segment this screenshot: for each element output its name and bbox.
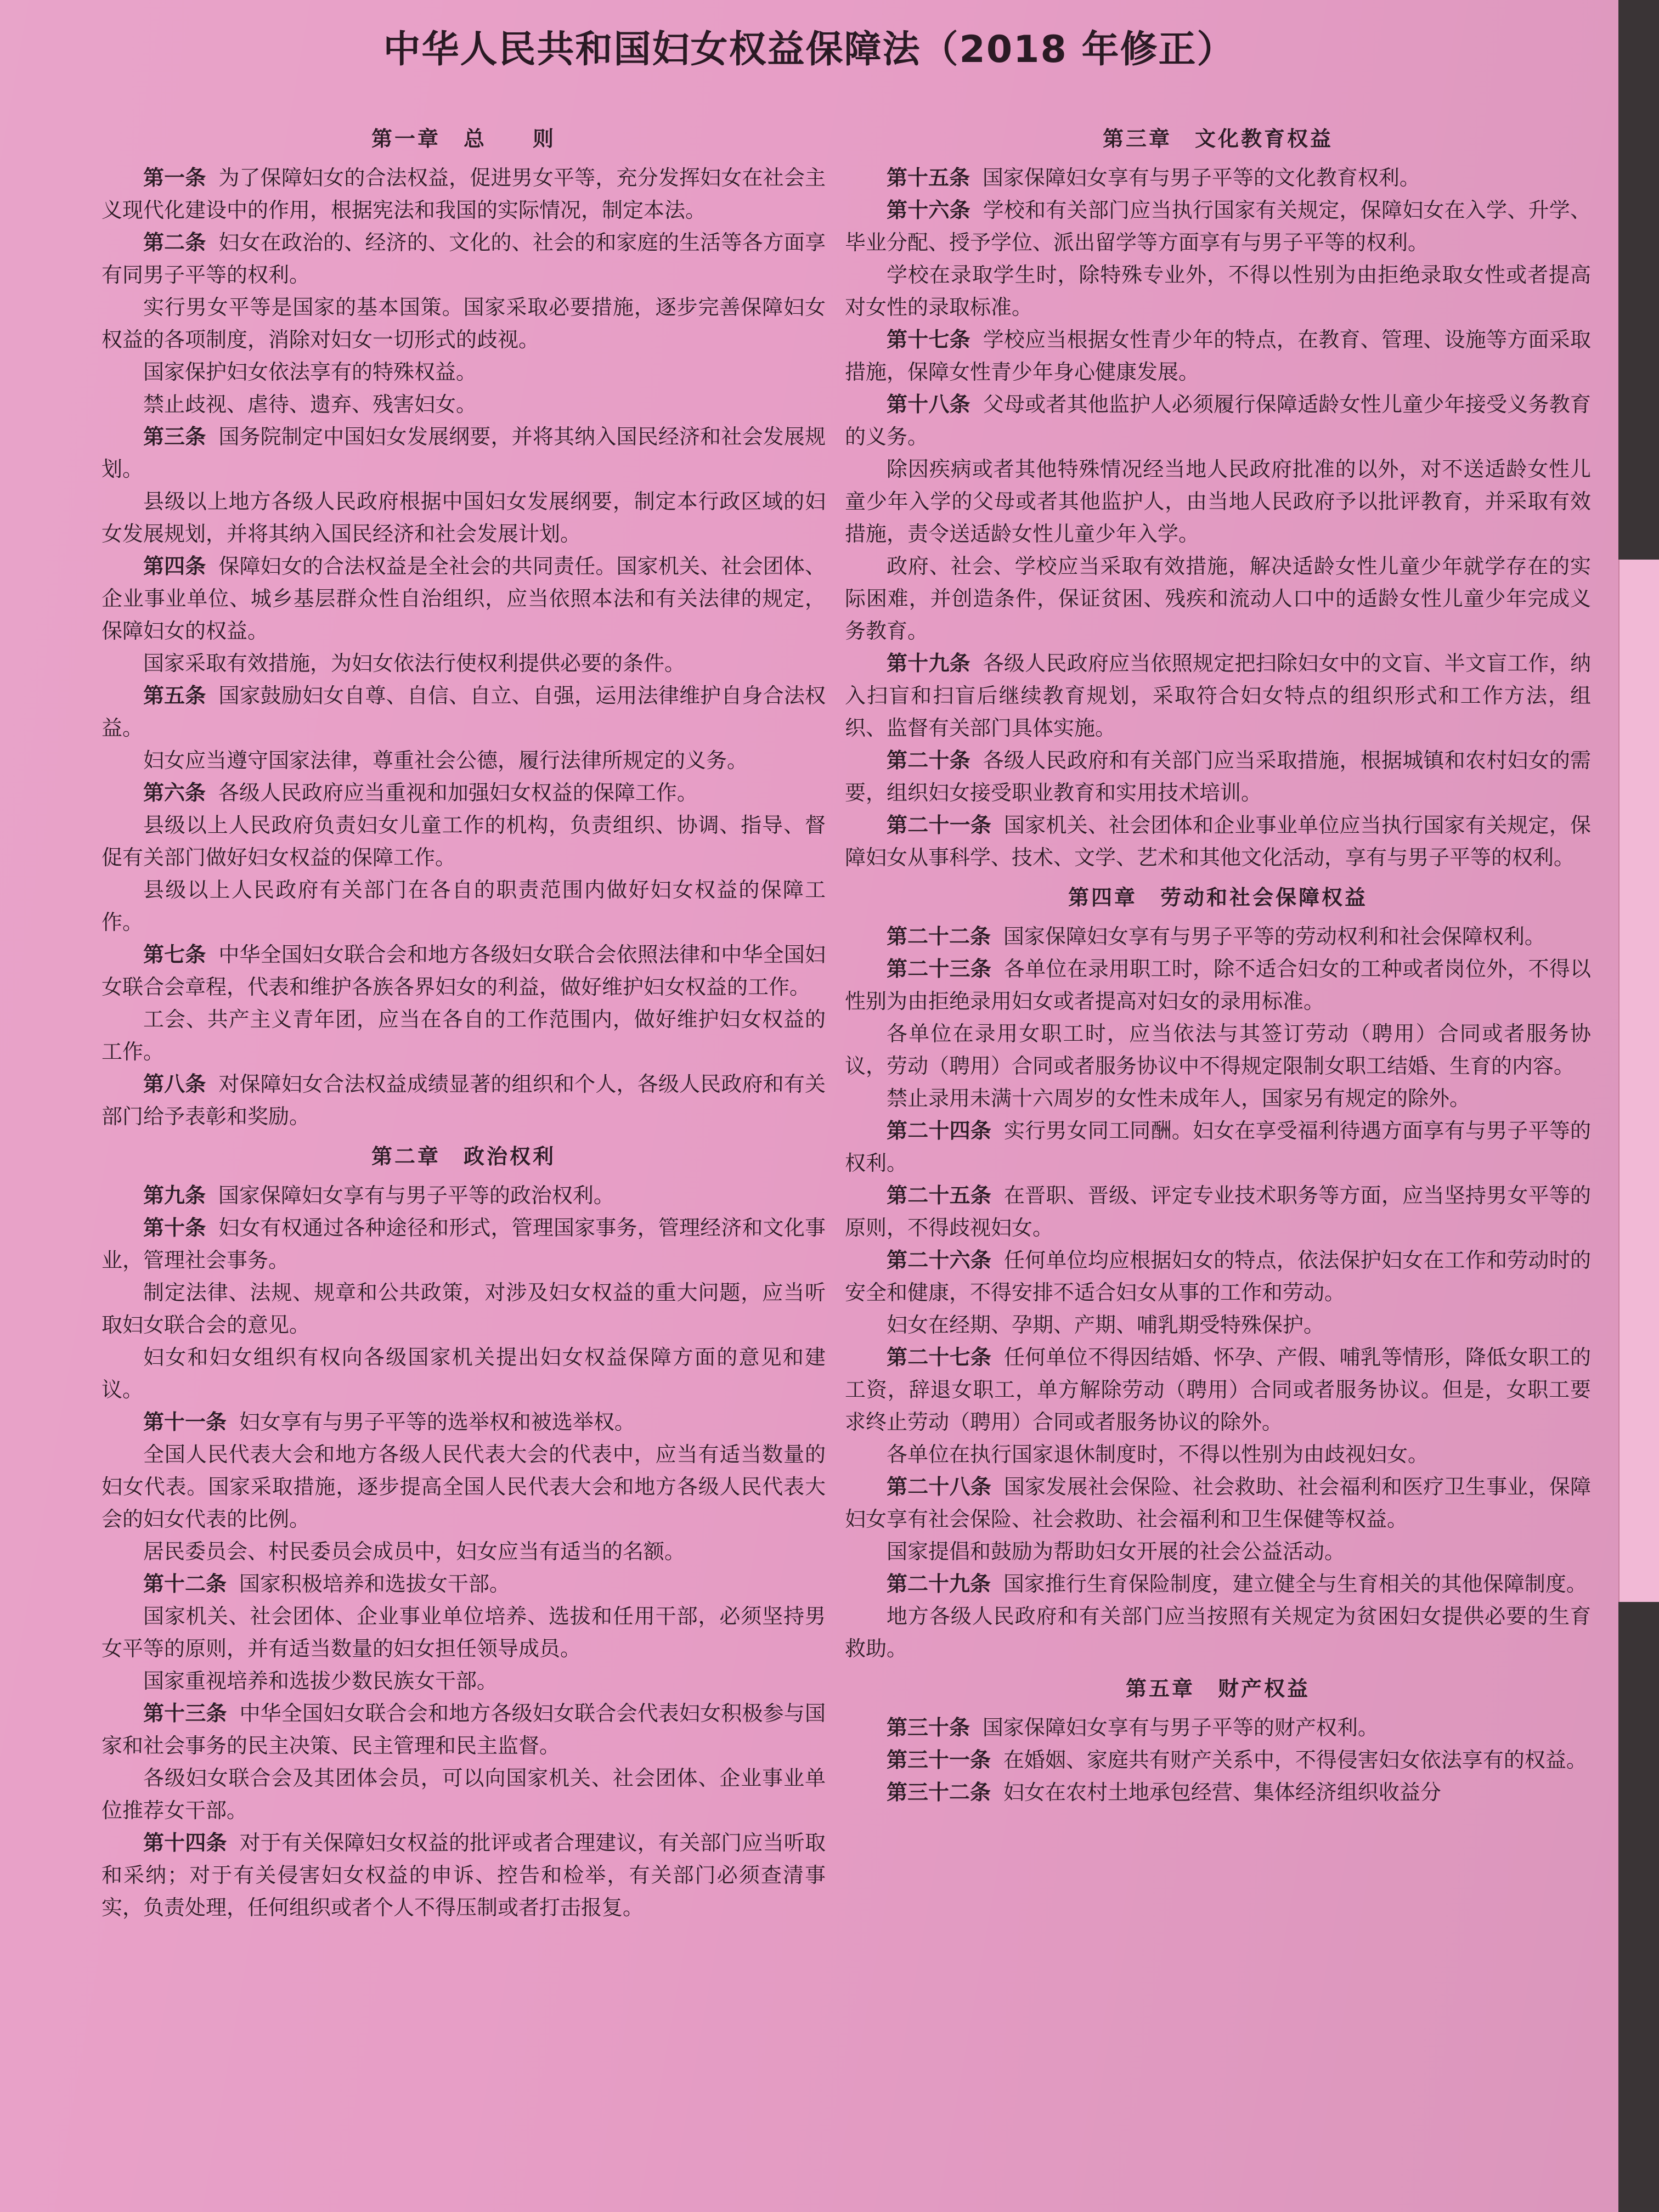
article-number: 第二十二条 [887, 924, 991, 949]
article-text: 国家采取有效措施，为妇女依法行使权利提供必要的条件。 [143, 651, 686, 675]
paragraph [845, 1438, 1591, 1471]
article-paragraph [845, 1341, 1591, 1438]
paragraph [845, 1018, 1591, 1082]
article-paragraph [845, 1712, 1591, 1744]
article-text: 父母或者其他监护人必须履行保障适龄女性儿童少年接受义务教育的义务。 [845, 392, 1591, 449]
article-text: 任何单位不得因结婚、怀孕、产假、哺乳等情形，降低女职工的工资，辞退女职工，单方解除劳动（聘用）合同或者服务协议。但是，女职工要求终止劳动（聘用）合同或者服务协议的除外。 [845, 1345, 1591, 1434]
article-text: 除因疾病或者其他特殊情况经当地人民政府批准的以外，对不送适龄女性儿童少年入学的父母或者其他监护人，由当地人民政府予以批评教育，并采取有效措施，责令送适龄女性儿童少年入学。 [845, 457, 1591, 546]
article-paragraph [845, 921, 1591, 953]
article-text: 国家保障妇女享有与男子平等的政治权利。 [218, 1183, 614, 1207]
article-text: 各级妇女联合会及其团体会员，可以向国家机关、社会团体、企业事业单位推荐女干部。 [101, 1766, 826, 1822]
article-text: 学校应当根据女性青少年的特点，在教育、管理、设施等方面采取措施，保障女性青少年身心健康发展。 [845, 328, 1591, 384]
article-text: 对保障妇女合法权益成绩显著的组织和个人，各级人民政府和有关部门给予表彰和奖励。 [101, 1072, 826, 1128]
article-text: 国家推行生育保险制度，建立健全与生育相关的其他保障制度。 [1003, 1572, 1587, 1596]
article-text: 各级人民政府和有关部门应当采取措施，根据城镇和农村妇女的需要，组织妇女接受职业教育和实用技术培训。 [845, 748, 1591, 805]
article-number: 第十七条 [887, 328, 970, 352]
article-paragraph [845, 1568, 1591, 1600]
article-number: 第三十一条 [887, 1748, 991, 1772]
article-paragraph [845, 388, 1591, 453]
article-number: 第十条 [143, 1216, 206, 1240]
article-text: 各级人民政府应当依照规定把扫除妇女中的文盲、半文盲工作，纳入扫盲和扫盲后继续教育规划，采取符合妇女特点的组织形式和工作方法，组织、监督有关部门具体实施。 [845, 651, 1591, 740]
article-number: 第一条 [143, 166, 206, 190]
article-text: 学校在录取学生时，除特殊专业外，不得以性别为由拒绝录取女性或者提高对女性的录取标准。 [845, 263, 1591, 319]
paragraph [101, 1341, 826, 1406]
article-text: 工会、共产主义青年团，应当在各自的工作范围内，做好维护妇女权益的工作。 [101, 1007, 826, 1064]
article-text: 任何单位均应根据妇女的特点，依法保护妇女在工作和劳动时的安全和健康，不得安排不适合妇女从事的工作和劳动。 [845, 1248, 1591, 1305]
article-number: 第二十七条 [887, 1345, 992, 1369]
article-text: 居民委员会、村民委员会成员中，妇女应当有适当的名额。 [143, 1539, 686, 1564]
article-paragraph [101, 777, 826, 809]
article-text: 县级以上人民政府负责妇女儿童工作的机构，负责组织、协调、指导、督促有关部门做好妇女权益的保障工作。 [101, 813, 826, 870]
article-number: 第二十三条 [887, 957, 992, 981]
article-text: 县级以上地方各级人民政府根据中国妇女发展纲要，制定本行政区域的妇女发展规划，并将其纳入国民经济和社会发展计划。 [101, 489, 826, 546]
article-number: 第六条 [143, 781, 206, 805]
article-number: 第二十条 [887, 748, 970, 772]
paragraph [101, 1665, 826, 1697]
article-number: 第二十六条 [887, 1248, 992, 1272]
article-number: 第五条 [143, 684, 206, 708]
paragraph [101, 874, 826, 939]
article-paragraph [101, 550, 826, 647]
article-number: 第十六条 [887, 198, 970, 222]
article-number: 第十一条 [143, 1410, 227, 1434]
article-text: 中华全国妇女联合会和地方各级妇女联合会依照法律和中华全国妇女联合会章程，代表和维护各族各界妇女的利益，做好维护妇女权益的工作。 [101, 943, 826, 999]
chapter-heading: 第一章 总 则 [371, 127, 556, 151]
article-number: 第十二条 [143, 1572, 227, 1596]
article-text: 各级人民政府应当重视和加强妇女权益的保障工作。 [218, 781, 698, 805]
paragraph [845, 1082, 1591, 1115]
article-paragraph [101, 1827, 826, 1924]
article-paragraph [845, 744, 1591, 809]
article-text: 妇女在经期、孕期、产期、哺乳期受特殊保护。 [887, 1313, 1325, 1337]
paragraph [101, 744, 826, 777]
article-number: 第九条 [143, 1183, 206, 1207]
paragraph [101, 388, 826, 421]
article-text: 禁止歧视、虐待、遗弃、残害妇女。 [143, 392, 477, 416]
article-text: 国家提倡和鼓励为帮助妇女开展的社会公益活动。 [887, 1539, 1346, 1564]
article-paragraph [101, 421, 826, 486]
article-text: 各单位在录用女职工时，应当依法与其签订劳动（聘用）合同或者服务协议，劳动（聘用）合同或者服务协议中不得规定限制女职工结婚、生育的内容。 [845, 1022, 1591, 1078]
article-number: 第三十条 [887, 1716, 970, 1740]
article-text: 实行男女同工同酬。妇女在享受福利待遇方面享有与男子平等的权利。 [845, 1119, 1591, 1175]
paragraph [101, 1003, 826, 1068]
article-number: 第十四条 [143, 1831, 227, 1855]
article-paragraph [845, 194, 1591, 259]
article-paragraph [845, 1744, 1591, 1776]
paragraph [845, 1309, 1591, 1341]
article-number: 第四条 [143, 554, 206, 578]
paragraph [845, 1600, 1591, 1665]
article-paragraph [845, 1244, 1591, 1309]
article-paragraph [845, 324, 1591, 388]
article-text: 县级以上人民政府有关部门在各自的职责范围内做好妇女权益的保障工作。 [101, 878, 826, 934]
paragraph [101, 291, 826, 356]
article-number: 第八条 [143, 1072, 206, 1096]
article-number: 第二十五条 [887, 1183, 992, 1207]
article-paragraph [845, 1776, 1591, 1809]
article-paragraph [845, 647, 1591, 744]
paragraph [101, 356, 826, 388]
article-paragraph [101, 227, 826, 291]
article-paragraph [101, 1697, 826, 1762]
article-number: 第十八条 [887, 392, 970, 416]
article-text: 国务院制定中国妇女发展纲要，并将其纳入国民经济和社会发展规划。 [101, 425, 826, 481]
article-text: 保障妇女的合法权益是全社会的共同责任。国家机关、社会团体、企业事业单位、城乡基层群众性自治组织，应当依照本法和有关法律的规定，保障妇女的权益。 [101, 554, 826, 643]
article-text: 地方各级人民政府和有关部门应当按照有关规定为贫困妇女提供必要的生育救助。 [845, 1604, 1591, 1661]
article-number: 第三条 [143, 425, 206, 449]
article-paragraph [101, 680, 826, 744]
article-paragraph [101, 1068, 826, 1133]
adjacent-sheet-edge [1618, 560, 1659, 1602]
article-text: 在婚姻、家庭共有财产关系中，不得侵害妇女依法享有的权益。 [1003, 1748, 1587, 1772]
paragraph [845, 453, 1591, 550]
article-text: 各单位在录用职工时，除不适合妇女的工种或者岗位外，不得以性别为由拒绝录用妇女或者提高对妇女的录用标准。 [845, 957, 1591, 1013]
article-text: 中华全国妇女联合会和地方各级妇女联合会代表妇女积极参与国家和社会事务的民主决策、民主管理和民主监督。 [101, 1701, 826, 1758]
document-title: 中华人民共和国妇女权益保障法（2018 年修正） [383, 28, 1235, 71]
article-text: 妇女和妇女组织有权向各级国家机关提出妇女权益保障方面的意见和建议。 [101, 1345, 826, 1402]
article-text: 国家重视培养和选拔少数民族女干部。 [143, 1669, 498, 1693]
article-text: 禁止录用未满十六周岁的女性未成年人，国家另有规定的除外。 [887, 1086, 1471, 1110]
article-number: 第十九条 [887, 651, 970, 675]
article-text: 国家发展社会保险、社会救助、社会福利和医疗卫生事业，保障妇女享有社会保险、社会救助、社会福利和卫生保健等权益。 [845, 1475, 1591, 1531]
article-number: 第七条 [143, 943, 206, 967]
article-text: 政府、社会、学校应当采取有效措施，解决适龄女性儿童少年就学存在的实际困难，并创造条件，保证贫困、残疾和流动人口中的适龄女性儿童少年完成义务教育。 [845, 554, 1591, 643]
article-text: 国家机关、社会团体和企业事业单位应当执行国家有关规定，保障妇女从事科学、技术、文学、艺术和其他文化活动，享有与男子平等的权利。 [845, 813, 1591, 870]
article-paragraph [101, 1406, 826, 1438]
article-text: 国家保护妇女依法享有的特殊权益。 [143, 360, 477, 384]
article-paragraph [845, 953, 1591, 1018]
paragraph [845, 1536, 1591, 1568]
article-text: 在晋职、晋级、评定专业技术职务等方面，应当坚持男女平等的原则，不得歧视妇女。 [845, 1183, 1591, 1240]
article-text: 国家积极培养和选拔女干部。 [239, 1572, 510, 1596]
article-number: 第二条 [143, 230, 206, 255]
article-text: 学校和有关部门应当执行国家有关规定，保障妇女在入学、升学、毕业分配、授予学位、派出留学等方面享有与男子平等的权利。 [845, 198, 1591, 255]
article-number: 第二十九条 [887, 1572, 991, 1596]
article-number: 第二十四条 [887, 1119, 992, 1143]
chapter-heading: 第四章 劳动和社会保障权益 [1068, 885, 1368, 910]
article-paragraph [845, 809, 1591, 874]
paragraph [101, 486, 826, 550]
article-paragraph [845, 1180, 1591, 1244]
paragraph [845, 550, 1591, 647]
article-text: 全国人民代表大会和地方各级人民代表大会的代表中，应当有适当数量的妇女代表。国家采取措施，逐步提高全国人民代表大会和地方各级人民代表大会的妇女代表的比例。 [101, 1442, 826, 1531]
chapter-heading: 第二章 政治权利 [371, 1144, 556, 1169]
article-paragraph [101, 162, 826, 227]
article-text: 妇女有权通过各种途径和形式，管理国家事务，管理经济和文化事业，管理社会事务。 [101, 1216, 826, 1272]
article-paragraph [101, 939, 826, 1003]
article-text: 为了保障妇女的合法权益，促进男女平等，充分发挥妇女在社会主义现代化建设中的作用，根据宪法和我国的实际情况，制定本法。 [101, 166, 826, 222]
article-text: 国家保障妇女享有与男子平等的文化教育权利。 [982, 166, 1420, 190]
article-text: 妇女应当遵守国家法律，尊重社会公德，履行法律所规定的义务。 [143, 748, 748, 772]
article-text: 妇女享有与男子平等的选举权和被选举权。 [239, 1410, 635, 1434]
article-text: 国家鼓励妇女自尊、自信、自立、自强，运用法律维护自身合法权益。 [101, 684, 826, 740]
right-column [845, 115, 1591, 1809]
article-text: 国家机关、社会团体、企业事业单位培养、选拔和任用干部，必须坚持男女平等的原则，并有适当数量的妇女担任领导成员。 [101, 1604, 826, 1661]
chapter-heading: 第三章 文化教育权益 [1102, 127, 1333, 151]
paragraph [101, 1762, 826, 1827]
article-paragraph [101, 1568, 826, 1600]
article-number: 第二十八条 [887, 1475, 992, 1499]
article-number: 第十三条 [143, 1701, 227, 1725]
article-number: 第二十一条 [887, 813, 992, 837]
article-number: 第十五条 [887, 166, 970, 190]
paragraph [101, 647, 826, 680]
left-column [101, 115, 826, 1924]
paragraph [101, 1600, 826, 1665]
paragraph [101, 809, 826, 874]
article-number: 第三十二条 [887, 1780, 991, 1804]
paragraph [101, 1536, 826, 1568]
article-text: 妇女在农村土地承包经营、集体经济组织收益分 [1003, 1780, 1441, 1804]
chapter-heading: 第五章 财产权益 [1125, 1677, 1310, 1701]
article-paragraph [845, 1115, 1591, 1180]
article-paragraph [845, 162, 1591, 194]
article-text: 对于有关保障妇女权益的批评或者合理建议，有关部门应当听取和采纳；对于有关侵害妇女权益的申诉、控告和检举，有关部门必须查清事实，负责处理，任何组织或者个人不得压制或者打击报复。 [101, 1831, 826, 1920]
article-text: 制定法律、法规、规章和公共政策，对涉及妇女权益的重大问题，应当听取妇女联合会的意见。 [101, 1280, 826, 1337]
article-text: 国家保障妇女享有与男子平等的财产权利。 [982, 1716, 1379, 1740]
article-text: 妇女在政治的、经济的、文化的、社会的和家庭的生活等各方面享有同男子平等的权利。 [101, 230, 826, 287]
article-text: 实行男女平等是国家的基本国策。国家采取必要措施，逐步完善保障妇女权益的各项制度，消除对妇女一切形式的歧视。 [101, 295, 826, 352]
article-text: 国家保障妇女享有与男子平等的劳动权利和社会保障权利。 [1003, 924, 1545, 949]
article-paragraph [101, 1212, 826, 1277]
paragraph [101, 1277, 826, 1341]
article-paragraph [101, 1180, 826, 1212]
paragraph [101, 1438, 826, 1536]
article-text: 各单位在执行国家退休制度时，不得以性别为由歧视妇女。 [887, 1442, 1429, 1466]
article-paragraph [845, 1471, 1591, 1536]
paragraph [845, 259, 1591, 324]
